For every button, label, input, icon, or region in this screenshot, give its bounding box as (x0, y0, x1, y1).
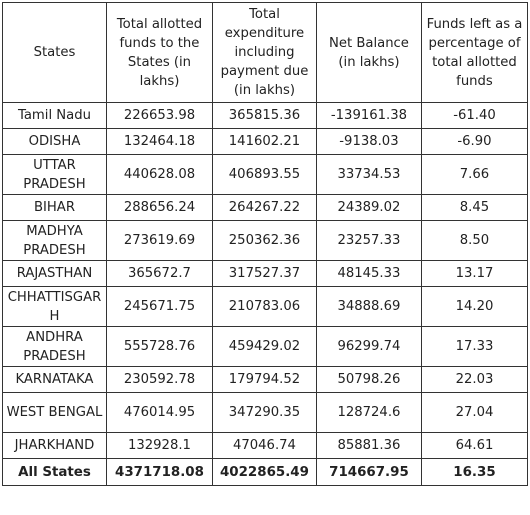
expenditure-cell: 459429.02 (212, 327, 316, 367)
percentage-cell: 7.66 (421, 155, 527, 195)
allotted-cell: 245671.75 (106, 287, 212, 327)
table-row (3, 433, 528, 459)
percentage-cell: 14.20 (421, 287, 527, 327)
expenditure-cell: 141602.21 (212, 129, 316, 155)
header-states: States (3, 3, 107, 103)
percentage-cell: 8.45 (421, 195, 527, 221)
balance-cell: 33734.53 (316, 155, 421, 195)
header-net-balance: Net Balance (in lakhs) (316, 3, 421, 103)
total-balance-cell: 714667.95 (316, 459, 421, 486)
balance-cell: 34888.69 (316, 287, 421, 327)
expenditure-cell: 317527.37 (212, 261, 316, 287)
allotted-cell: 226653.98 (106, 103, 212, 129)
state-cell: KARNATAKA (3, 367, 107, 393)
state-cell: CHHATTISGARH (3, 287, 107, 327)
percentage-cell: 64.61 (421, 433, 527, 459)
state-cell: RAJASTHAN (3, 261, 107, 287)
expenditure-cell: 406893.55 (212, 155, 316, 195)
table-row (3, 327, 528, 367)
balance-cell: 128724.6 (316, 393, 421, 433)
total-expenditure-cell: 4022865.49 (212, 459, 316, 486)
expenditure-cell: 365815.36 (212, 103, 316, 129)
allotted-cell: 132464.18 (106, 129, 212, 155)
expenditure-cell: 347290.35 (212, 393, 316, 433)
state-cell: WEST BENGAL (3, 393, 107, 433)
balance-cell: 96299.74 (316, 327, 421, 367)
percentage-cell: -61.40 (421, 103, 527, 129)
total-allotted-cell: 4371718.08 (106, 459, 212, 486)
allotted-cell: 288656.24 (106, 195, 212, 221)
header-allotted-funds: Total allotted funds to the States (in lakhs) (106, 3, 212, 103)
allotted-cell: 555728.76 (106, 327, 212, 367)
funds-table (2, 2, 528, 486)
state-cell: ODISHA (3, 129, 107, 155)
percentage-cell: 8.50 (421, 221, 527, 261)
header-funds-left-percentage: Funds left as a percentage of total allotted funds (421, 3, 527, 103)
expenditure-cell: 250362.36 (212, 221, 316, 261)
allotted-cell: 365672.7 (106, 261, 212, 287)
allotted-cell: 440628.08 (106, 155, 212, 195)
table-row (3, 221, 528, 261)
balance-cell: -9138.03 (316, 129, 421, 155)
expenditure-cell: 264267.22 (212, 195, 316, 221)
expenditure-cell: 47046.74 (212, 433, 316, 459)
table-row (3, 195, 528, 221)
expenditure-cell: 179794.52 (212, 367, 316, 393)
header-total-expenditure: Total expenditure including payment due (in lakhs) (212, 3, 316, 103)
table-row (3, 287, 528, 327)
allotted-cell: 230592.78 (106, 367, 212, 393)
expenditure-cell: 210783.06 (212, 287, 316, 327)
table-row (3, 129, 528, 155)
balance-cell: 85881.36 (316, 433, 421, 459)
state-cell: UTTAR PRADESH (3, 155, 107, 195)
balance-cell: -139161.38 (316, 103, 421, 129)
table-row (3, 393, 528, 433)
total-percentage-cell: 16.35 (421, 459, 527, 486)
allotted-cell: 476014.95 (106, 393, 212, 433)
percentage-cell: 13.17 (421, 261, 527, 287)
state-cell: ANDHRA PRADESH (3, 327, 107, 367)
state-cell: JHARKHAND (3, 433, 107, 459)
balance-cell: 24389.02 (316, 195, 421, 221)
header-row (3, 3, 528, 103)
percentage-cell: -6.90 (421, 129, 527, 155)
percentage-cell: 17.33 (421, 327, 527, 367)
table-row (3, 155, 528, 195)
state-cell: MADHYA PRADESH (3, 221, 107, 261)
total-label-cell: All States (3, 459, 107, 486)
allotted-cell: 273619.69 (106, 221, 212, 261)
state-cell: BIHAR (3, 195, 107, 221)
table-row (3, 367, 528, 393)
percentage-cell: 22.03 (421, 367, 527, 393)
percentage-cell: 27.04 (421, 393, 527, 433)
balance-cell: 23257.33 (316, 221, 421, 261)
allotted-cell: 132928.1 (106, 433, 212, 459)
state-cell: Tamil Nadu (3, 103, 107, 129)
balance-cell: 50798.26 (316, 367, 421, 393)
balance-cell: 48145.33 (316, 261, 421, 287)
table-row (3, 261, 528, 287)
total-row (3, 459, 528, 486)
table-row (3, 103, 528, 129)
